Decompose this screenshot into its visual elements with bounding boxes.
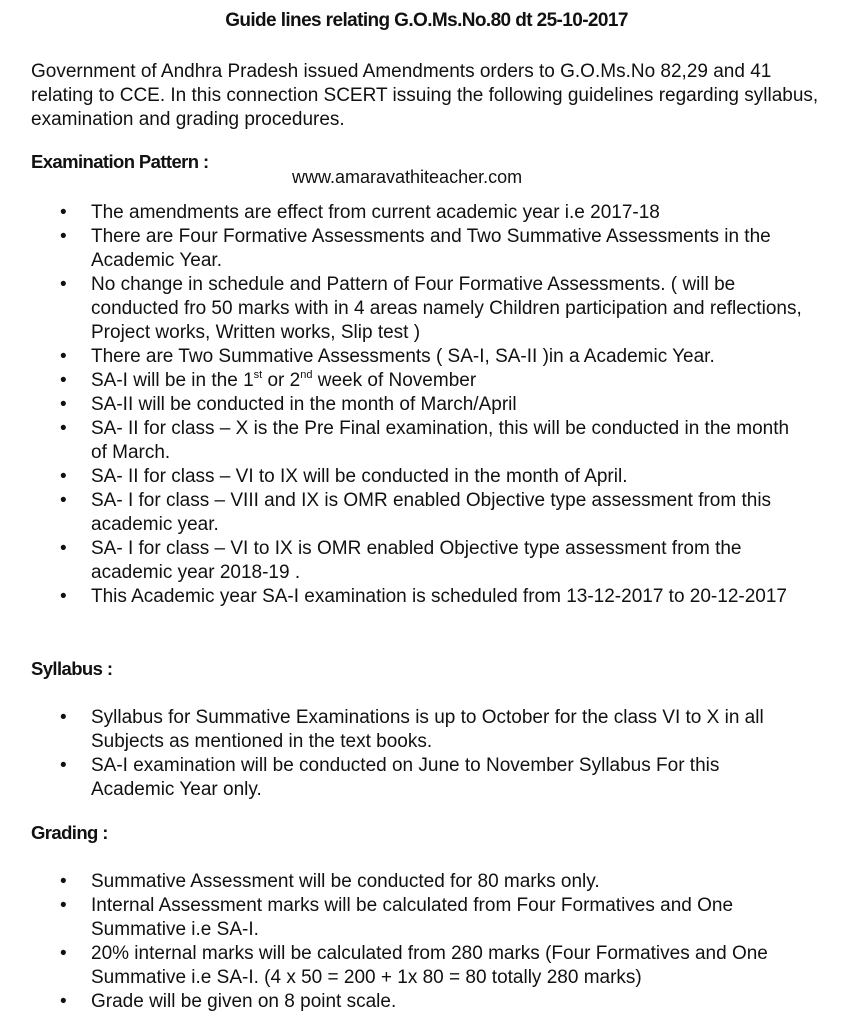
list-item: • SA- I for class – VI to IX is OMR enabled Objective type assessment from the academic year 2018-19 . (60, 538, 742, 583)
list-item: • SA-I examination will be conducted on June to November Syllabus For this Academic Year only. (60, 755, 720, 800)
list-item: • The amendments are effect from current academic year i.e 2017-18 (60, 202, 660, 223)
bullet-icon: • (60, 394, 67, 415)
grading-heading: Grading : (31, 822, 108, 843)
list-item: • SA- II for class – VI to IX will be conducted in the month of April. (60, 466, 628, 487)
bullet-icon: • (60, 274, 67, 295)
website-watermark: www.amaravathiteacher.com (292, 167, 523, 187)
bullet-icon: • (60, 202, 67, 223)
list-item: • Internal Assessment marks will be calculated from Four Formatives and One Summative i.e SA-I. (60, 895, 734, 940)
list-item: • SA- II for class – X is the Pre Final examination, this will be conducted in the month of March. (60, 418, 790, 463)
list-item: • SA-I will be in the 1st or 2nd week of November (60, 369, 477, 391)
list-item: • Grade will be given on 8 point scale. (60, 991, 397, 1012)
syllabus-list (0, 706, 853, 802)
list-item: • This Academic year SA-I examination is scheduled from 13-12-2017 to 20-12-2017 (60, 586, 787, 607)
list-item: • Summative Assessment will be conducted for 80 marks only. (60, 871, 600, 892)
bullet-icon: • (60, 418, 67, 439)
bullet-icon: • (60, 755, 67, 776)
exam-pattern-heading: Examination Pattern : (31, 151, 209, 172)
exam-pattern-list (0, 201, 853, 609)
list-item: • 20% internal marks will be calculated from 280 marks (Four Formatives and One Summative i.e SA-I. (4 x 50 = 200 + 1x 80 = 80 totally 280 marks) (60, 943, 768, 988)
list-item: • SA-II will be conducted in the month of March/April (60, 394, 517, 415)
grading-list (0, 870, 853, 1014)
intro-paragraph: Government of Andhra Pradesh issued Amendments orders to G.O.Ms.No 82,29 and 41 relating to CCE. In this connection SCERT issuing the following guidelines regarding syllabus, examination and grading procedures. (31, 61, 819, 130)
bullet-icon: • (60, 991, 67, 1012)
list-item: • There are Two Summative Assessments ( SA-I, SA-II )in a Academic Year. (60, 346, 715, 367)
list-item: • Syllabus for Summative Examinations is up to October for the class VI to X in all Subjects as mentioned in the text books. (60, 707, 764, 752)
bullet-icon: • (60, 871, 67, 892)
document-title: Guide lines relating G.O.Ms.No.80 dt 25-10-2017 (225, 10, 628, 31)
bullet-icon: • (60, 226, 67, 247)
list-item: • SA- I for class – VIII and IX is OMR enabled Objective type assessment from this academic year. (60, 490, 772, 535)
bullet-icon: • (60, 490, 67, 511)
bullet-icon: • (60, 466, 67, 487)
bullet-icon: • (60, 943, 67, 964)
bullet-icon: • (60, 586, 67, 607)
list-item: • There are Four Formative Assessments and Two Summative Assessments in the Academic Year. (60, 226, 771, 271)
bullet-icon: • (60, 707, 67, 728)
bullet-icon: • (60, 538, 67, 559)
bullet-icon: • (60, 895, 67, 916)
bullet-icon: • (60, 370, 67, 391)
bullet-icon: • (60, 346, 67, 367)
syllabus-heading: Syllabus : (31, 658, 113, 679)
list-item: • No change in schedule and Pattern of Four Formative Assessments. ( will be conducted fro 50 marks with in 4 areas namely Children participation and reflections, Project works, Written works, Slip test ) (60, 274, 802, 343)
